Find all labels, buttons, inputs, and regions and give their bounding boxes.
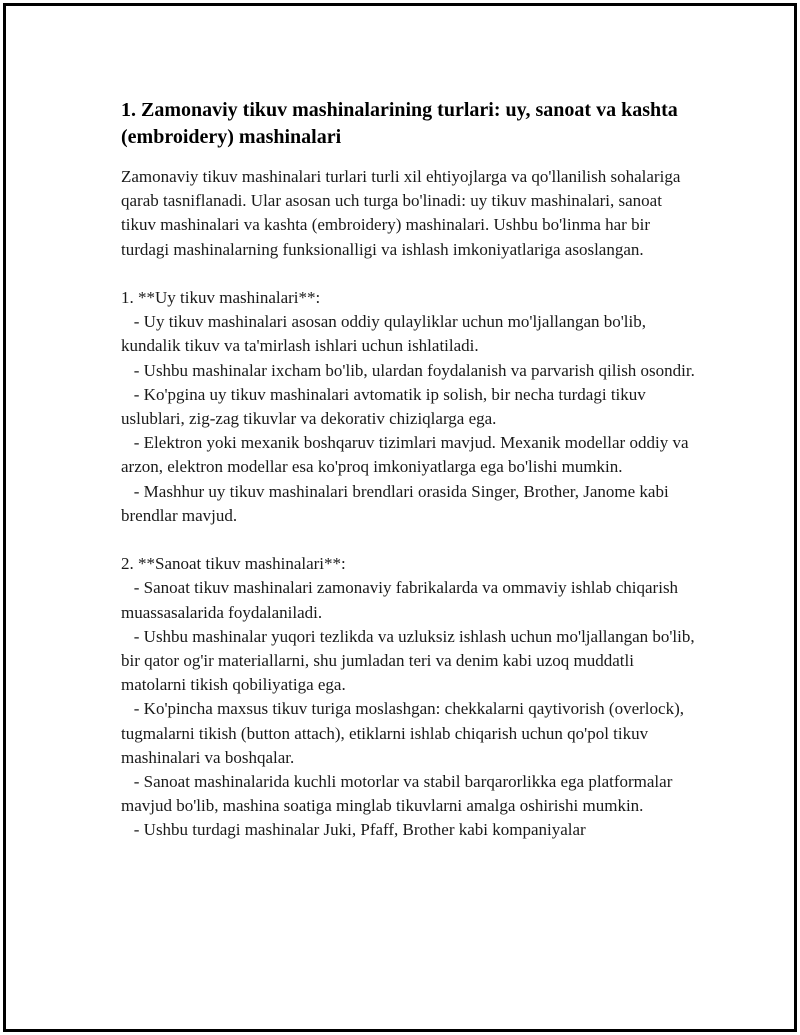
list-item: - Ushbu turdagi mashinalar Juki, Pfaff, Brother kabi kompaniyalar <box>121 820 586 840</box>
list-item: - Sanoat mashinalarida kuchli motorlar va stabil barqarorlikka ega platformalar mavjud bo'lib, mashina soatiga minglab tikuvlarni amalga oshirishi mumkin. <box>121 772 677 816</box>
paragraph-gap <box>121 262 701 286</box>
list-item: - Ko'pincha maxsus tikuv turiga moslashgan: chekkalarni qaytivorish (overlock), tugmalarni tikish (button attach), etiklarni ishlab chiqarish uchun qo'pol tikuv mashinalari va boshqalar. <box>121 699 689 767</box>
paragraph-gap <box>121 528 701 552</box>
list-title-home: 1. **Uy tikuv mashinalari**: <box>121 288 321 307</box>
page-frame <box>3 3 797 1032</box>
list-title-industrial: 2. **Sanoat tikuv mashinalari**: <box>121 554 346 574</box>
document-body <box>121 97 701 843</box>
list-item: - Ushbu mashinalar yuqori tezlikda va uzluksiz ishlash uchun mo'ljallangan bo'lib, bir qator og'ir materiallarni, shu jumladan teri va denim kabi uzoq muddatli matolarni tikish qobiliyatiga ega. <box>121 626 699 695</box>
section-industrial-machines <box>121 552 701 842</box>
list-item: - Sanoat tikuv mashinalari zamonaviy fabrikalarda va ommaviy ishlab chiqarish muassasalarida foydalaniladi. <box>121 578 683 622</box>
list-item: - Mashhur uy tikuv mashinalari brendlari orasida Singer, Brother, Janome kabi brendlar mavjud. <box>121 481 673 525</box>
list-item: - Ko'pgina uy tikuv mashinalari avtomatik ip solish, bir necha turdagi tikuv uslublari, zig-zag tikuvlar va dekorativ chiziqlarga ega. <box>121 384 651 429</box>
intro-paragraph: Zamonaviy tikuv mashinalari turlari turli xil ehtiyojlarga va qo'llanilish sohalariga qarab tasniflanadi. Ular asosan uch turga bo'linadi: uy tikuv mashinalari, sanoat tikuv mashinalari va kashta (embroidery) mashinalari. Ushbu bo'linma har bir turdagi mashinalarning funksionalligi va ishlash imkoniyatlariga asoslangan. <box>121 167 681 259</box>
section-home-machines <box>121 286 701 528</box>
list-item: - Ushbu mashinalar ixcham bo'lib, ulardan foydalanish va parvarish qilish osondir. <box>121 360 695 380</box>
section-heading: 1. Zamonaviy tikuv mashinalarining turlari: uy, sanoat va kashta (embroidery) mashinalari <box>121 99 678 148</box>
list-item: - Uy tikuv mashinalari asosan oddiy qulayliklar uchun mo'ljallangan bo'lib, kundalik tikuv va ta'mirlash ishlari uchun ishlatiladi. <box>121 312 651 356</box>
list-item: - Elektron yoki mexanik boshqaruv tizimlari mavjud. Mexanik modellar oddiy va arzon, elektron modellar esa ko'proq imkoniyatlarga ega bo'lishi mumkin. <box>121 433 693 477</box>
